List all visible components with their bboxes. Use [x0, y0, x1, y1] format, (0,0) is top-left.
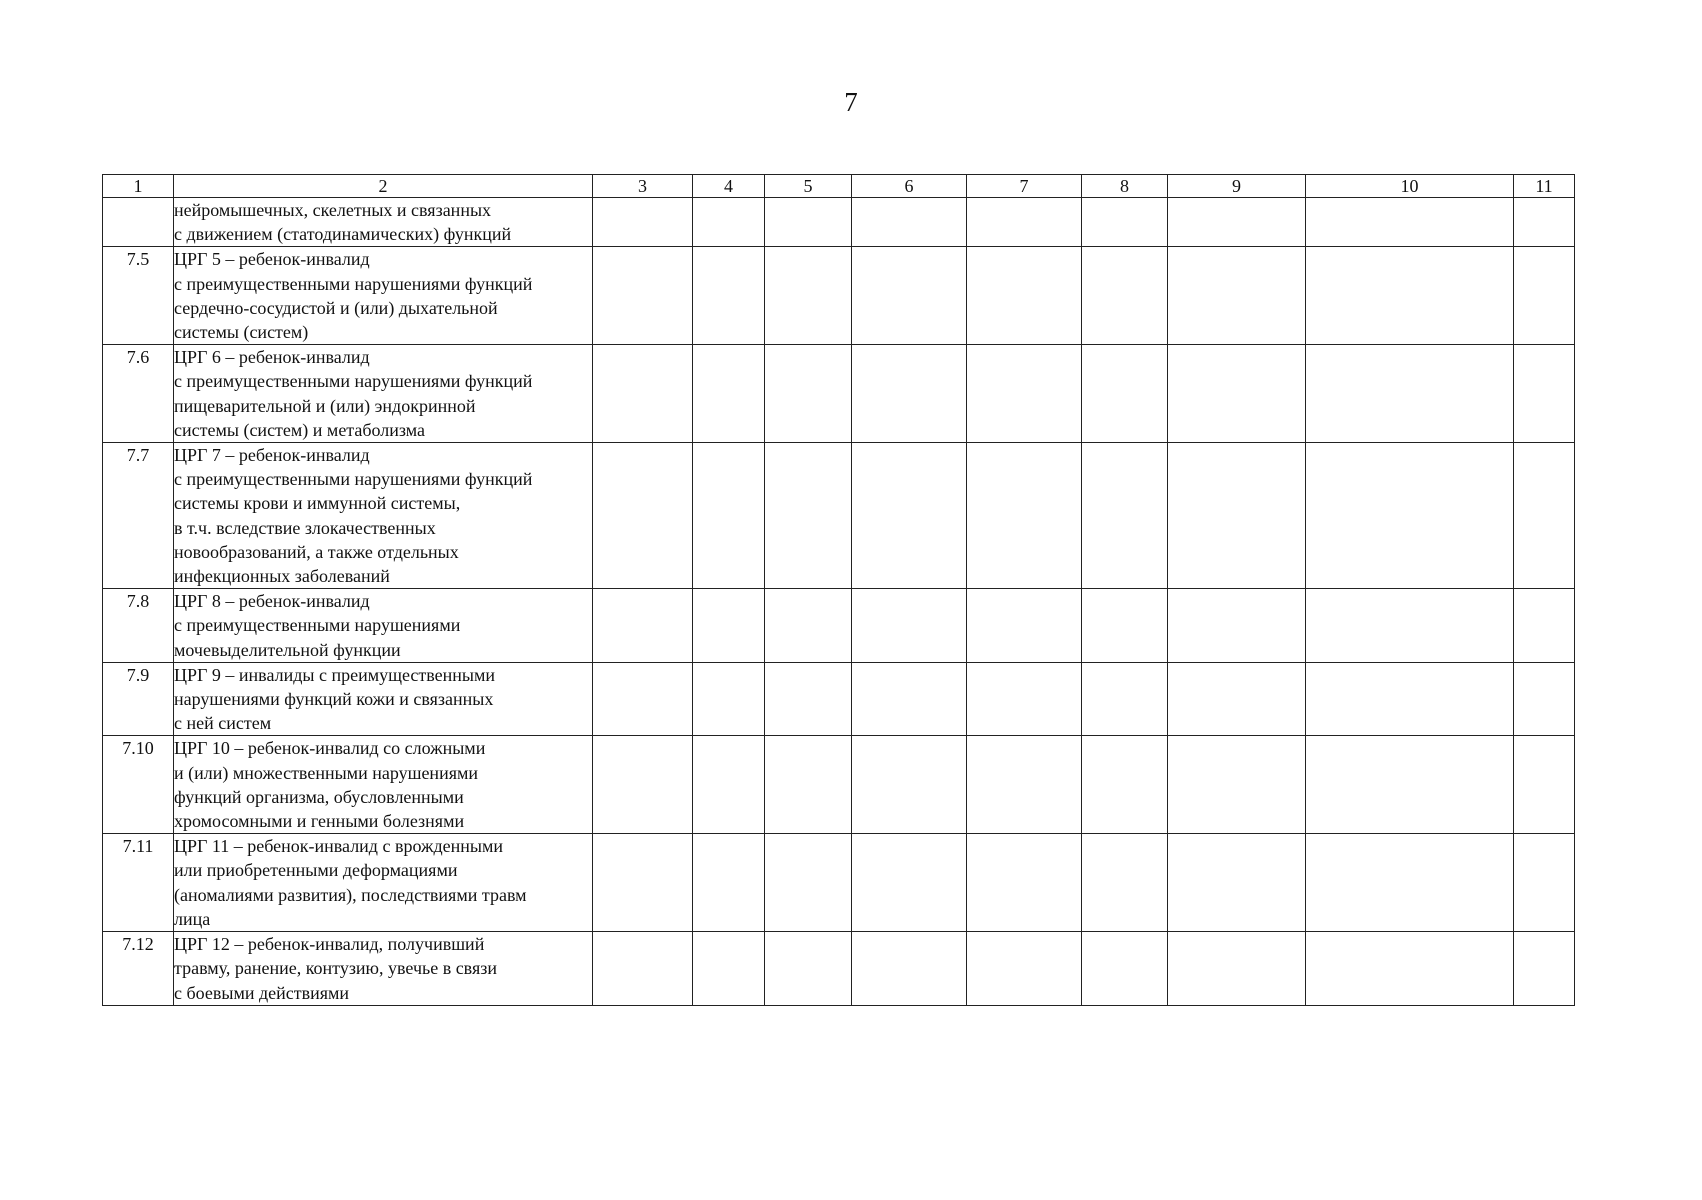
description-line: ЦРГ 5 – ребенок-инвалид	[174, 249, 370, 270]
empty-cell	[1082, 589, 1168, 663]
column-header-3: 3	[593, 175, 693, 198]
empty-cell	[1514, 736, 1575, 834]
empty-cell	[693, 345, 765, 443]
empty-cell	[593, 662, 693, 736]
empty-cell	[1168, 247, 1306, 345]
row-number: 7.9	[103, 662, 174, 736]
column-header-6: 6	[852, 175, 967, 198]
column-header-5: 5	[765, 175, 852, 198]
empty-cell	[852, 932, 967, 1006]
row-number: 7.11	[103, 834, 174, 932]
table-row	[103, 443, 1575, 589]
empty-cell	[1306, 662, 1514, 736]
description-line: с преимущественными нарушениями	[174, 615, 461, 636]
description-line: травму, ранение, контузию, увечье в связи	[174, 958, 497, 979]
empty-cell	[765, 932, 852, 1006]
empty-cell	[593, 247, 693, 345]
description-line: и (или) множественными нарушениями	[174, 762, 479, 783]
column-header-4: 4	[693, 175, 765, 198]
empty-cell	[1514, 198, 1575, 247]
empty-cell	[1514, 443, 1575, 589]
description-line: системы крови и иммунной системы,	[174, 493, 461, 514]
row-description	[174, 247, 593, 345]
empty-cell	[765, 345, 852, 443]
column-header-1: 1	[103, 175, 174, 198]
empty-cell	[1168, 834, 1306, 932]
description-line: мочевыделительной функции	[174, 639, 401, 660]
empty-cell	[967, 345, 1082, 443]
row-description	[174, 662, 593, 736]
description-line: с движением (статодинамических) функций	[174, 224, 512, 245]
description-line: системы (систем)	[174, 322, 309, 343]
description-line: системы (систем) и метаболизма	[174, 419, 426, 440]
row-description	[174, 345, 593, 443]
empty-cell	[693, 736, 765, 834]
description-line: нейромышечных, скелетных и связанных	[174, 200, 492, 220]
description-line: функций организма, обусловленными	[174, 786, 464, 807]
empty-cell	[693, 198, 765, 247]
empty-cell	[1082, 247, 1168, 345]
description-line: пищеварительной и (или) эндокринной	[174, 395, 476, 416]
empty-cell	[1168, 932, 1306, 1006]
empty-cell	[852, 589, 967, 663]
empty-cell	[1514, 834, 1575, 932]
description-line: ЦРГ 12 – ребенок-инвалид, получивший	[174, 934, 485, 955]
table-row	[103, 932, 1575, 1006]
empty-cell	[1514, 932, 1575, 1006]
empty-cell	[765, 662, 852, 736]
empty-cell	[593, 345, 693, 443]
row-description	[174, 198, 593, 247]
empty-cell	[1082, 443, 1168, 589]
table-row	[103, 834, 1575, 932]
empty-cell	[593, 443, 693, 589]
empty-cell	[1306, 736, 1514, 834]
table-row	[103, 345, 1575, 443]
empty-cell	[1306, 443, 1514, 589]
empty-cell	[1168, 345, 1306, 443]
empty-cell	[1082, 834, 1168, 932]
empty-cell	[765, 247, 852, 345]
empty-cell	[1168, 736, 1306, 834]
empty-cell	[693, 932, 765, 1006]
empty-cell	[693, 247, 765, 345]
row-description	[174, 932, 593, 1006]
row-description	[174, 834, 593, 932]
empty-cell	[593, 834, 693, 932]
description-line: инфекционных заболеваний	[174, 566, 390, 587]
empty-cell	[1514, 247, 1575, 345]
table-header-row	[103, 175, 1575, 198]
empty-cell	[593, 932, 693, 1006]
empty-cell	[1306, 247, 1514, 345]
page-number: 7	[844, 87, 858, 117]
empty-cell	[765, 834, 852, 932]
row-number: 7.8	[103, 589, 174, 663]
empty-cell	[967, 662, 1082, 736]
empty-cell	[967, 247, 1082, 345]
description-line: ЦРГ 6 – ребенок-инвалид	[174, 347, 370, 368]
empty-cell	[1514, 589, 1575, 663]
empty-cell	[852, 345, 967, 443]
table-body	[103, 198, 1575, 1006]
empty-cell	[967, 932, 1082, 1006]
empty-cell	[967, 736, 1082, 834]
row-number: 7.6	[103, 345, 174, 443]
table-row	[103, 736, 1575, 834]
column-header-10: 10	[1306, 175, 1514, 198]
empty-cell	[1082, 345, 1168, 443]
empty-cell	[693, 834, 765, 932]
empty-cell	[1082, 198, 1168, 247]
description-line: ЦРГ 8 – ребенок-инвалид	[174, 591, 370, 612]
table-row	[103, 247, 1575, 345]
column-header-7: 7	[967, 175, 1082, 198]
description-line: нарушениями функций кожи и связанных	[174, 689, 494, 710]
row-description	[174, 443, 593, 589]
description-line: ЦРГ 7 – ребенок-инвалид	[174, 445, 370, 466]
row-number: 7.5	[103, 247, 174, 345]
column-header-11: 11	[1514, 175, 1575, 198]
empty-cell	[1306, 932, 1514, 1006]
empty-cell	[967, 834, 1082, 932]
empty-cell	[1168, 443, 1306, 589]
empty-cell	[1082, 932, 1168, 1006]
empty-cell	[1168, 589, 1306, 663]
empty-cell	[1306, 345, 1514, 443]
empty-cell	[1168, 662, 1306, 736]
empty-cell	[1082, 736, 1168, 834]
column-header-2: 2	[174, 175, 593, 198]
table-row	[103, 662, 1575, 736]
description-line: с преимущественными нарушениями функций	[174, 273, 533, 294]
table-row	[103, 589, 1575, 663]
description-line: ЦРГ 10 – ребенок-инвалид со сложными	[174, 738, 486, 759]
table-row	[103, 198, 1575, 247]
column-header-9: 9	[1168, 175, 1306, 198]
empty-cell	[593, 589, 693, 663]
description-line: с преимущественными нарушениями функций	[174, 371, 533, 392]
row-number: 7.10	[103, 736, 174, 834]
description-line: (аномалиями развития), последствиями травм	[174, 884, 527, 905]
description-line: с преимущественными нарушениями функций	[174, 469, 533, 490]
empty-cell	[967, 443, 1082, 589]
empty-cell	[765, 589, 852, 663]
description-line: в т.ч. вследствие злокачественных	[174, 517, 436, 538]
empty-cell	[852, 736, 967, 834]
empty-cell	[693, 662, 765, 736]
empty-cell	[1514, 345, 1575, 443]
empty-cell	[1306, 198, 1514, 247]
empty-cell	[1168, 198, 1306, 247]
description-line: с боевыми действиями	[174, 982, 350, 1003]
description-line: сердечно-сосудистой и (или) дыхательной	[174, 297, 498, 318]
empty-cell	[1306, 834, 1514, 932]
empty-cell	[1082, 662, 1168, 736]
description-line: с ней систем	[174, 713, 272, 734]
column-header-8: 8	[1082, 175, 1168, 198]
description-line: хромосомными и генными болезнями	[174, 811, 465, 832]
row-number: 7.12	[103, 932, 174, 1006]
empty-cell	[765, 443, 852, 589]
empty-cell	[852, 198, 967, 247]
description-line: ЦРГ 11 – ребенок-инвалид с врожденными	[174, 836, 503, 857]
empty-cell	[1514, 662, 1575, 736]
description-line: новообразований, а также отдельных	[174, 541, 459, 562]
empty-cell	[765, 198, 852, 247]
empty-cell	[593, 736, 693, 834]
empty-cell	[852, 247, 967, 345]
empty-cell	[852, 834, 967, 932]
empty-cell	[693, 443, 765, 589]
empty-cell	[1306, 589, 1514, 663]
row-number	[103, 198, 174, 247]
row-description	[174, 589, 593, 663]
row-number: 7.7	[103, 443, 174, 589]
empty-cell	[693, 589, 765, 663]
data-table	[102, 174, 1575, 1006]
row-description	[174, 736, 593, 834]
empty-cell	[967, 198, 1082, 247]
description-line: ЦРГ 9 – инвалиды с преимущественными	[174, 664, 496, 685]
description-line: лица	[174, 908, 211, 929]
empty-cell	[593, 198, 693, 247]
description-line: или приобретенными деформациями	[174, 860, 458, 881]
empty-cell	[852, 662, 967, 736]
empty-cell	[765, 736, 852, 834]
empty-cell	[852, 443, 967, 589]
empty-cell	[967, 589, 1082, 663]
